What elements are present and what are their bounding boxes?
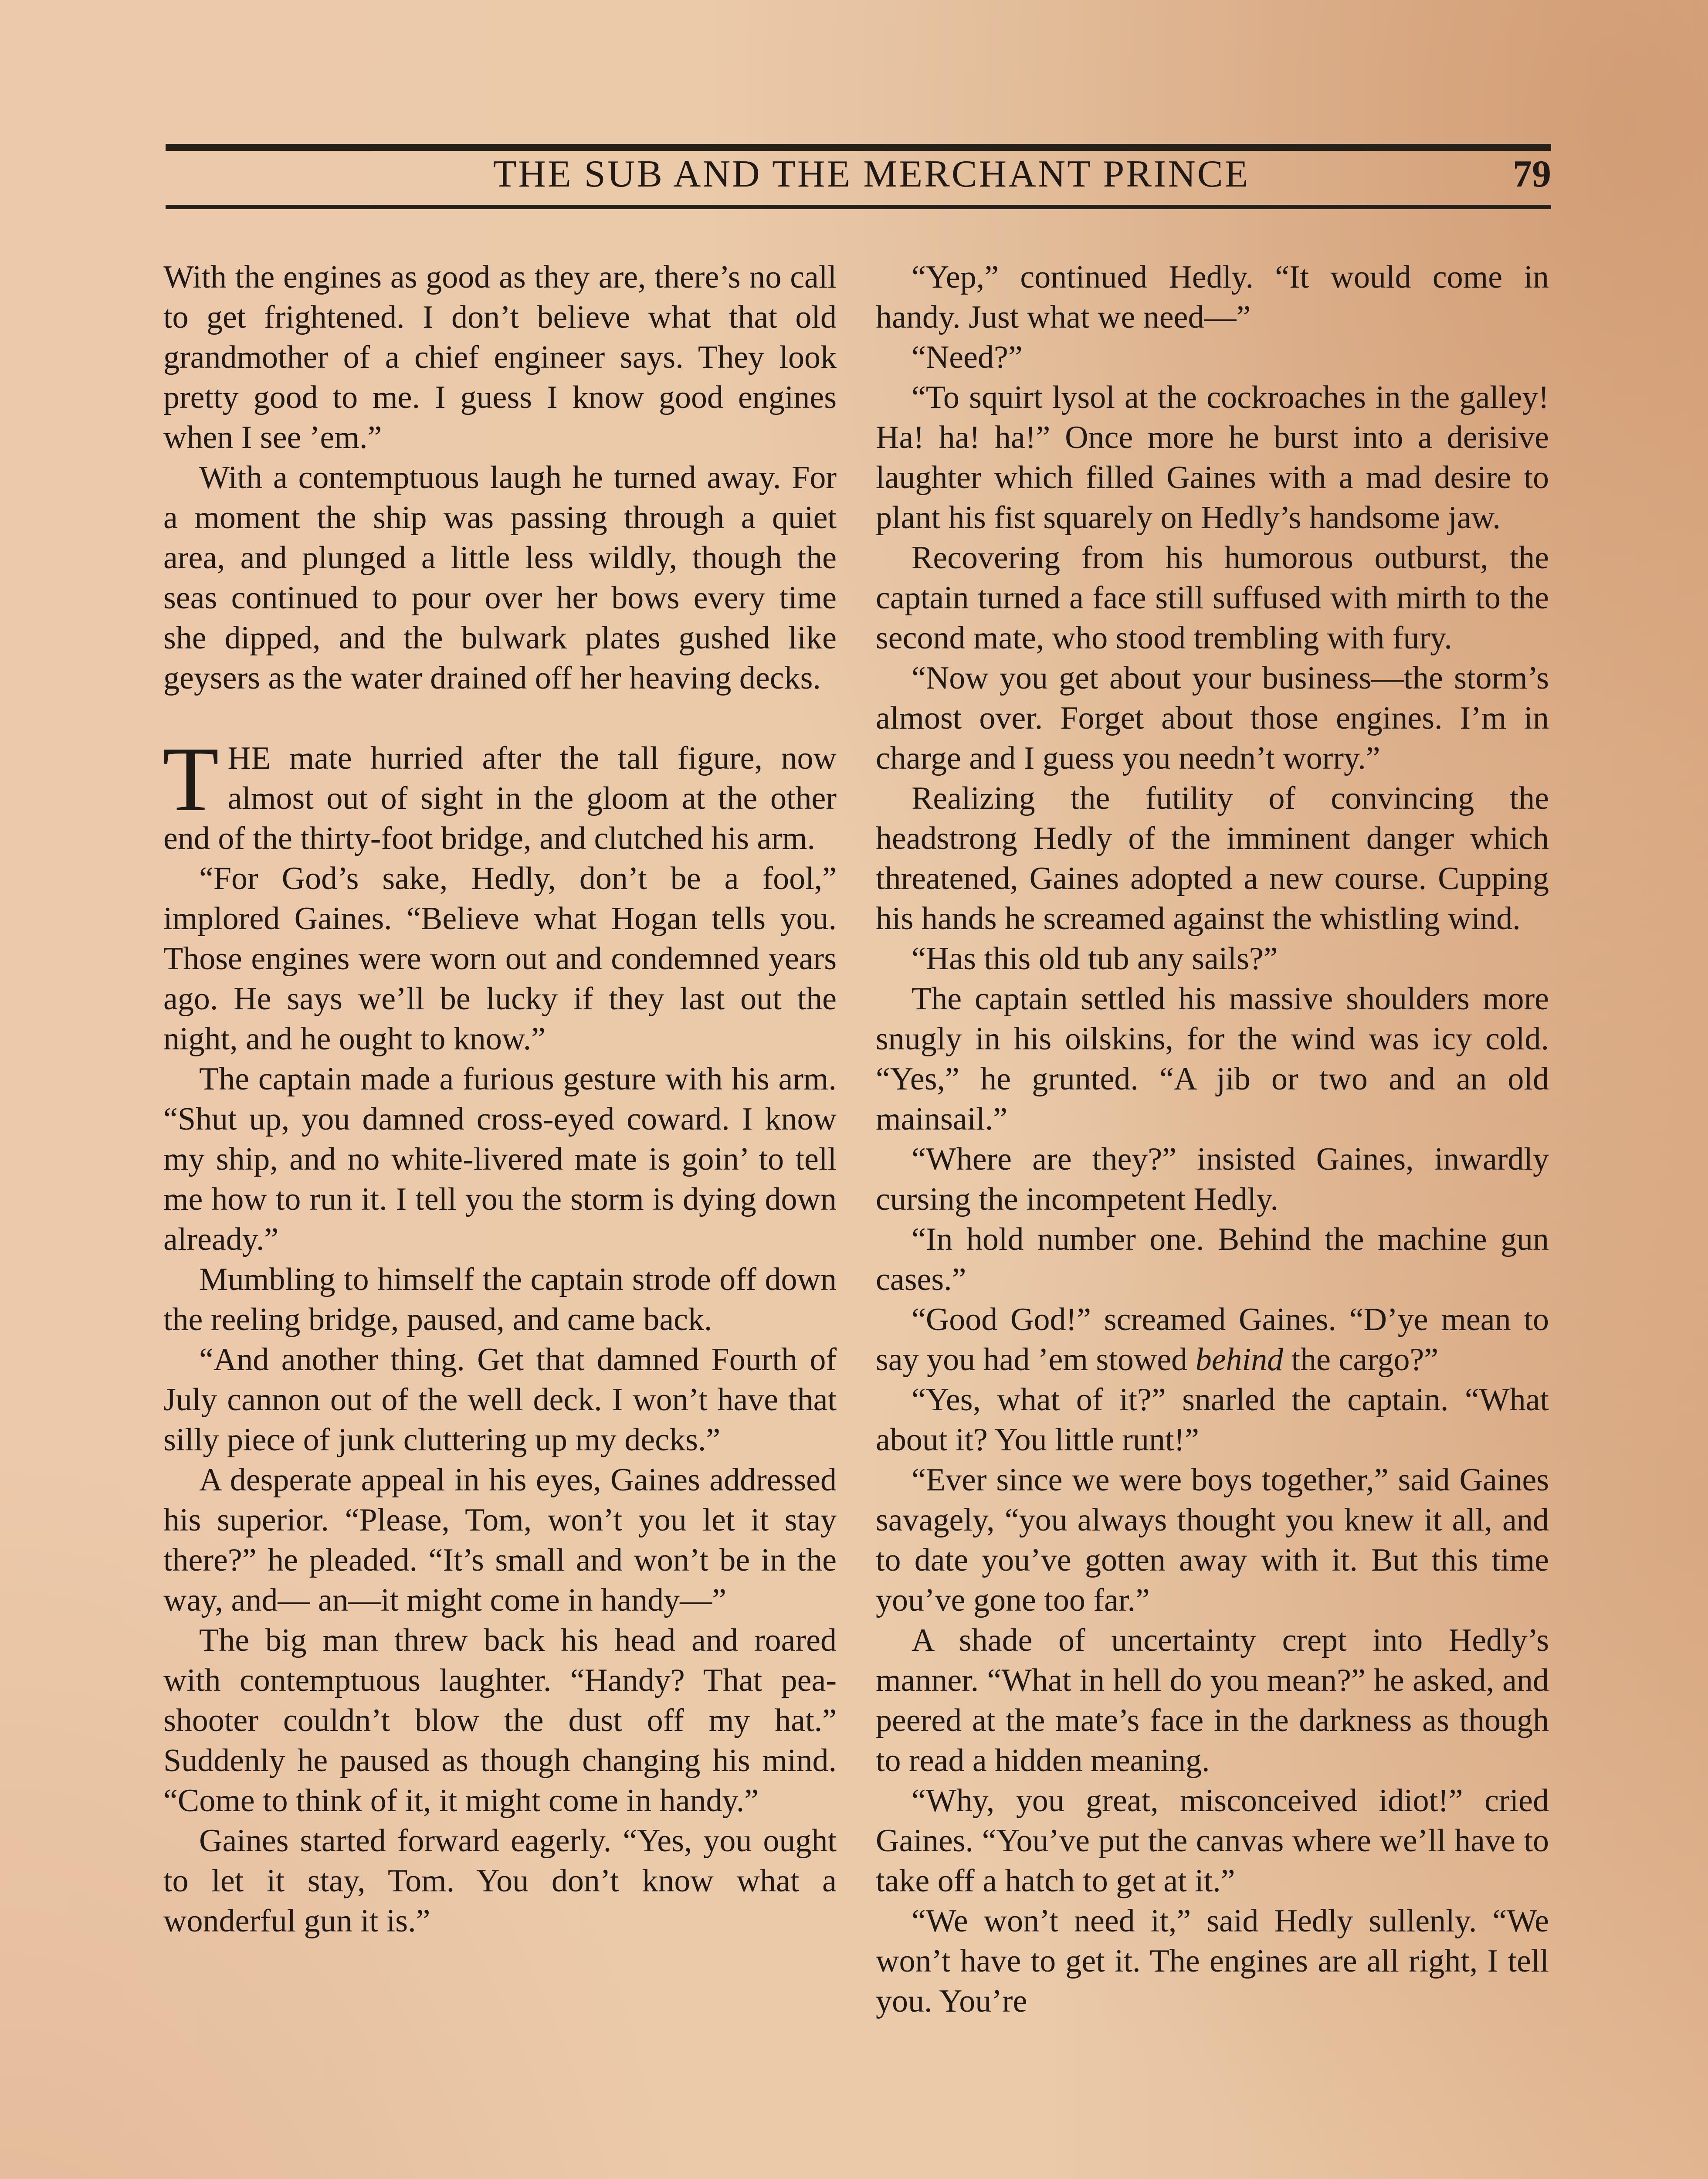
paragraph: “We won’t need it,” said Hedly sullenly. “We won’t have to get it. The engines are all right, I tell you. You’re [876,1903,1549,2019]
paragraph: “Need?” [912,339,1023,375]
italic-emphasis: behind [1195,1342,1284,1378]
paragraph: “In hold number one. Behind the machine gun cases.” [876,1222,1549,1297]
paragraph: The captain made a furious gesture with his arm. “Shut up, you damned cross-eyed coward. I know my ship, and no white-livered mate is goin’ to tell me how to run it. I tell you the storm is dying down already.” [163,1061,837,1257]
header-rule-top [166,144,1551,151]
paragraph: “Has this old tub any sails?” [912,941,1278,977]
paragraph: “Ever since we were boys together,” said Gaines savagely, “you always thought you knew it all, and to date you’ve gotten away with it. But this time you’ve gone too far.” [876,1462,1549,1618]
paragraph: The big man threw back his head and roared with contemptuous laughter. “Handy? That pea-shooter couldn’t blow the dust off my hat.” Suddenly he paused as though changing his mind. “Come to think of it, it might come in handy.” [163,1622,837,1819]
paragraph: Recovering from his humorous outburst, the captain turned a face still suffused with mirth to the second mate, who stood trembling with fury. [876,540,1549,656]
paragraph: “Now you get about your business—the storm’s almost over. Forget about those engines. I’m in charge and I guess you needn’t worry.” [876,660,1549,776]
paragraph: “To squirt lysol at the cockroaches in the galley! Ha! ha! ha!” Once more he burst into a derisive laughter which filled Gaines with a mad desire to plant his fist squarely on Hedly’s handsome jaw. [876,380,1549,536]
paragraph: “Why, you great, misconceived idiot!” cried Gaines. “You’ve put the canvas where we’ll have to take off a hatch to get at it.” [876,1783,1549,1899]
header-rule-bottom [166,205,1551,209]
paragraph: “Where are they?” insisted Gaines, inwardly cursing the incompetent Hedly. [876,1141,1549,1217]
paragraph [876,1300,1549,1380]
paragraph: A desperate appeal in his eyes, Gaines addressed his superior. “Please, Tom, won’t you let it stay there?” he pleaded. “It’s small and won’t be in the way, and— an—it might come in handy—” [163,1462,837,1618]
drop-cap: T [163,728,219,830]
paragraph-text: the cargo?” [1283,1342,1439,1378]
left-column [163,257,837,1941]
paragraph: “And another thing. Get that damned Fourth of July cannon out of the well deck. I won’t have that silly piece of junk cluttering up my decks.” [163,1342,837,1458]
paragraph-text: “Good God!” screamed Gaines. “D’ye mean to say you had ’em stowed [876,1302,1549,1378]
paragraph-text: HE mate hurried after the tall figure, now almost out of sight in the gloom at the other end of the thirty-foot bridge, and clutched his arm. [163,740,837,856]
paragraph: The captain settled his massive shoulders more snugly in his oilskins, for the wind was icy cold. “Yes,” he grunted. “A jib or two and an old mainsail.” [876,981,1549,1137]
running-header-title: THE SUB AND THE MERCHANT PRINCE [493,153,1250,195]
paragraph: Gaines started forward eagerly. “Yes, you ought to let it stay, Tom. You don’t know what a wonderful gun it is.” [163,1823,837,1939]
paragraph: A shade of uncertainty crept into Hedly’s manner. “What in hell do you mean?” he asked, and peered at the mate’s face in the darkness as though to read a hidden meaning. [876,1622,1549,1778]
paragraph: Mumbling to himself the captain strode off down the reeling bridge, paused, and came back. [163,1262,837,1337]
section-start-paragraph [163,728,837,859]
paragraph: “Yes, what of it?” snarled the captain. “What about it? You little runt!” [876,1382,1549,1458]
right-column [876,257,1549,2021]
paragraph: “Yep,” continued Hedly. “It would come in handy. Just what we need—” [876,259,1549,335]
page-number: 79 [1513,153,1551,195]
paragraph: With the engines as good as they are, there’s no call to get frightened. I don’t believe what that old grandmother of a chief engineer says. They look pretty good to me. I guess I know good engines when I see ’em.” [163,259,837,455]
paragraph: Realizing the futility of convincing the headstrong Hedly of the imminent danger which threatened, Gaines adopted a new course. Cupping his hands he screamed against the whistling wind. [876,781,1549,937]
paragraph: With a contemptuous laugh he turned away. For a moment the ship was passing through a quiet area, and plunged a little less wildly, though the seas continued to pour over her bows every time she dipped, and the bulwark plates gushed like geysers as the water drained off her heaving decks. [163,460,837,696]
paragraph: “For God’s sake, Hedly, don’t be a fool,” implored Gaines. “Believe what Hogan tells you. Those engines were worn out and condemned years ago. He says we’ll be lucky if they last out the night, and he ought to know.” [163,861,837,1057]
